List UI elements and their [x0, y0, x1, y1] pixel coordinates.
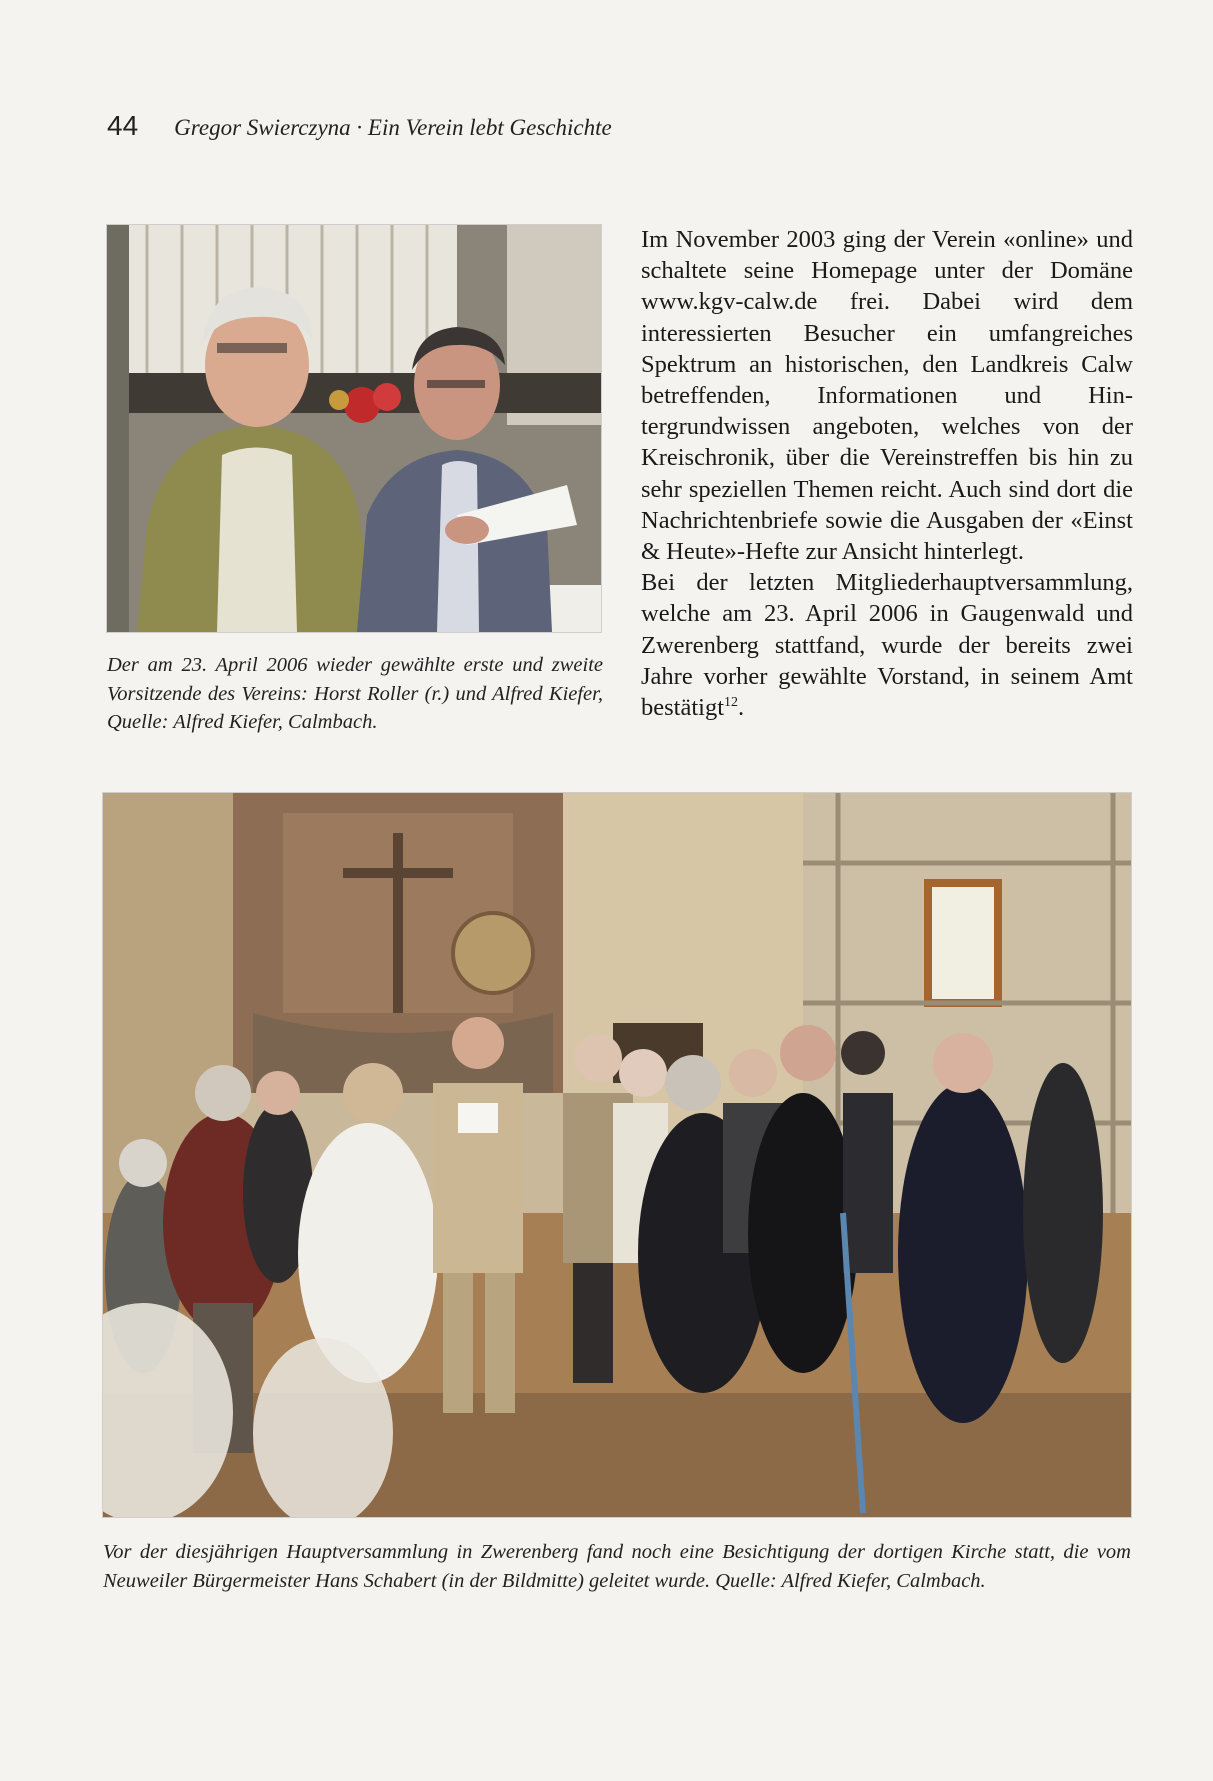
paragraph-meeting-text: Bei der letzten Mitgliederhauptversammlung, welche am 23. April 2006 in Gaugenwald und Zwerenberg stattfand, wurde der bereits zwei Jahre vorher gewählte Vorstand, in seinem Amt bestätigt: [641, 569, 1133, 722]
photo-church-visit: [103, 793, 1131, 1517]
page-number: 44: [107, 110, 139, 141]
body-text: [641, 224, 1133, 723]
paragraph-meeting-end: .: [738, 694, 745, 722]
running-head: Gregor Swierczyna · Ein Verein lebt Geschichte: [174, 115, 612, 140]
page-header: [107, 110, 612, 142]
photo-bottom-caption: Vor der diesjährigen Hauptversammlung in Zwerenberg fand noch eine Besichtigung der dortigen Kirche statt, die vom Neuweiler Bürgermeister Hans Schabert (in der Bildmitte) geleitet wurde. Quelle: Alfred Kiefer, Calmbach.: [103, 1541, 1131, 1592]
footnote-ref: 12: [724, 694, 739, 710]
photo-top-caption: Der am 23. April 2006 wieder gewählte erste und zweite Vorsitzende des Vereins: Horst Roller (r.) und Alfred Kiefer, Quelle: Alfred Kiefer, Calmbach.: [107, 654, 603, 733]
paragraph-homepage: Im November 2003 ging der Verein «online» und schaltete seine Homepage unter der Domäne www.kgv-calw.de frei. Dabei wird dem interessierten Besucher ein umfangreiches Spektrum an historischen, den Landkreis Calw betreffenden, Informationen und Hintergrundwissen angeboten, welches von der Kreischronik, über die Vereinstreffen bis hin zu sehr speziellen Themen reicht. Auch sind dort die Nachrichtenbriefe sowie die Ausgaben der «Einst & Heute»-Hefte zur Ansicht hinterlegt.: [641, 226, 1133, 566]
photo-two-chairmen: [107, 225, 601, 632]
paragraph-meeting: [641, 567, 1133, 723]
